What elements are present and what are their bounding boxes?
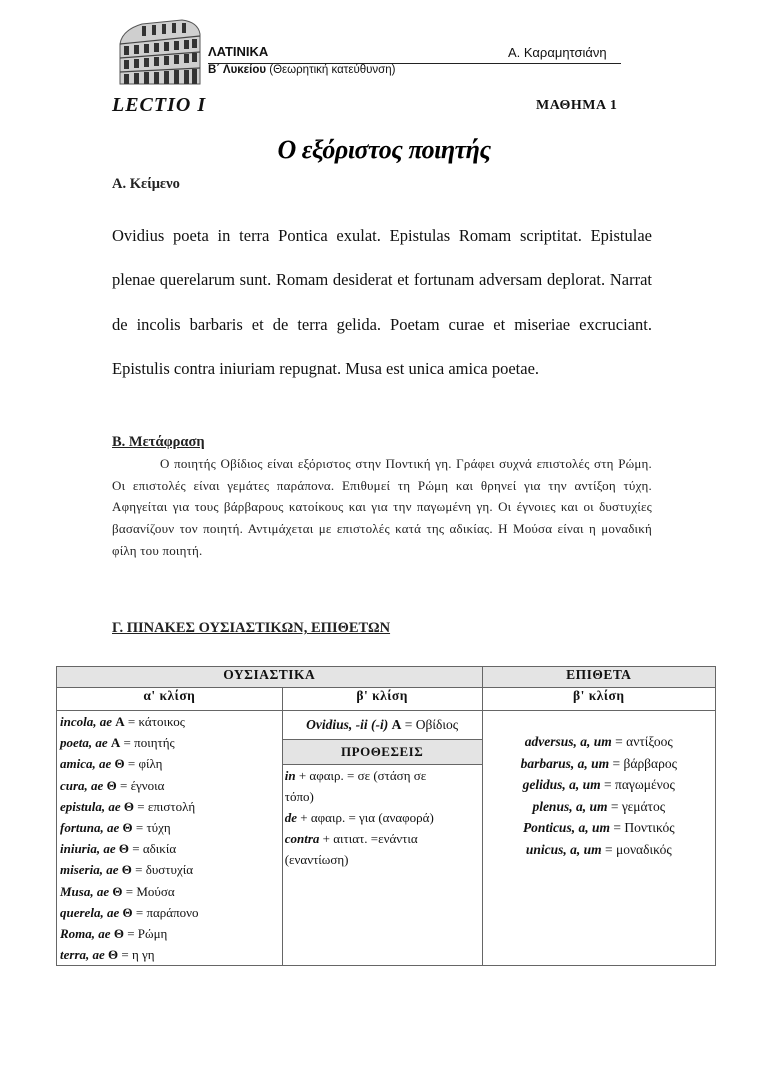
first-declension-header: α' κλίση bbox=[57, 688, 283, 711]
vocabulary-table bbox=[56, 666, 716, 966]
preposition-word: contra bbox=[284, 831, 320, 846]
noun-entry: terra, ae Θ = η γη bbox=[60, 947, 155, 963]
header-subject: ΛΑΤΙΝΙΚΑ bbox=[208, 44, 269, 59]
latin-text: Ovidius poeta in terra Pontica exulat. Epistulas Romam scriptitat. Epistulae plenae querelarum sunt. Romam desiderat et fortunam adversam deplorat. Narrat de incolis barbaris et de terra gelida. Poetam curae et miseriae excruciant. Epistulis contra iniuriam repugnat. Musa est unica amica poetae. bbox=[112, 226, 652, 378]
noun-gender: Θ bbox=[106, 777, 117, 793]
noun-entry: miseria, ae Θ = δυστυχία bbox=[60, 862, 194, 878]
header-class-level: Β΄ Λυκείου bbox=[208, 64, 267, 76]
noun-lemma: fortuna, ae bbox=[60, 820, 120, 836]
noun-lemma: incola, ae bbox=[60, 714, 112, 729]
noun-meaning: κάτοικος bbox=[138, 714, 185, 729]
adjective-meaning: παγωμένος bbox=[615, 777, 675, 792]
noun-lemma: cura, ae bbox=[60, 777, 104, 793]
adjective-entry: barbarus, a, um = βάρβαρος bbox=[520, 755, 677, 771]
noun-entry: incola, ae Α = κάτοικος bbox=[60, 714, 185, 729]
noun-lemma: terra, ae bbox=[60, 947, 105, 963]
noun-entry: epistula, ae Θ = επιστολή bbox=[60, 798, 196, 814]
header-class bbox=[208, 64, 396, 76]
noun-meaning: αδικία bbox=[142, 841, 177, 857]
noun-meaning: Μούσα bbox=[136, 883, 175, 899]
translation-text bbox=[112, 453, 652, 562]
noun-meaning: έγνοια bbox=[130, 777, 165, 793]
noun-gender: Θ bbox=[113, 926, 124, 942]
adjective-entry: gelidus, a, um = παγωμένος bbox=[522, 777, 675, 792]
second-declension-header: β' κλίση bbox=[282, 688, 482, 711]
noun-meaning: φίλη bbox=[138, 756, 163, 772]
adjective-lemma: adversus, a, um bbox=[524, 734, 612, 749]
adjective-lemma: gelidus, a, um bbox=[522, 777, 601, 792]
adjective-meaning: μοναδικός bbox=[615, 841, 672, 857]
page-title: Ο εξόριστος ποιητής bbox=[277, 135, 491, 164]
second-declension-noun: Ovidius, -ii (-i) Α = Οβίδιος bbox=[306, 717, 459, 732]
noun-lemma: epistula, ae bbox=[60, 798, 121, 814]
preposition-entry: in + αφαιρ. = σε (στάση σε bbox=[284, 768, 427, 783]
adjective-meaning: Ποντικός bbox=[624, 820, 675, 835]
noun-entry: poeta, ae Α = ποιητής bbox=[60, 735, 175, 751]
noun-lemma: iniuria, ae bbox=[60, 841, 116, 857]
preposition-desc: αφαιρ. = σε (στάση σε bbox=[309, 768, 427, 783]
noun-entry: amica, ae Θ = φίλη bbox=[60, 756, 163, 772]
lectio-label: LECTIO I bbox=[112, 94, 207, 116]
preposition-desc: αιτιατ. =ενάντια bbox=[333, 831, 418, 846]
prepositions-list bbox=[283, 765, 482, 938]
adjective-meaning: βάρβαρος bbox=[623, 755, 677, 771]
adjective-meaning: γεμάτος bbox=[621, 798, 666, 814]
noun-meaning: η γη bbox=[132, 947, 155, 963]
second-declension-cell bbox=[282, 711, 482, 966]
preposition-entry: contra + αιτιατ. =ενάντια bbox=[284, 831, 418, 846]
adjective-entry: Ponticus, a, um = Ποντικός bbox=[522, 820, 675, 835]
noun-gender: Α bbox=[110, 735, 121, 751]
noun-meaning: επιστολή bbox=[147, 798, 196, 814]
adjectives-header: ΕΠΙΘΕΤΑ bbox=[482, 667, 715, 688]
section-heading-translation: Β. Μετάφραση bbox=[112, 434, 205, 450]
adjectives-list bbox=[483, 711, 715, 860]
noun-lemma: querela, ae bbox=[60, 904, 120, 920]
adjective-lemma: plenus, a, um bbox=[532, 798, 608, 814]
noun-gender: Θ bbox=[112, 883, 123, 899]
section-heading-text: Α. Κείμενο bbox=[112, 176, 180, 192]
noun-gender: Θ bbox=[121, 862, 132, 878]
noun-gender: Θ bbox=[114, 756, 125, 772]
noun-entry: iniuria, ae Θ = αδικία bbox=[60, 841, 177, 857]
first-declension-cell bbox=[57, 711, 283, 966]
preposition-desc: αφαιρ. = για (αναφορά) bbox=[310, 810, 434, 825]
noun-gender: Α bbox=[391, 717, 402, 732]
adjective-lemma: unicus, a, um bbox=[525, 841, 602, 857]
noun-meaning: τύχη bbox=[146, 820, 171, 836]
noun-lemma: Roma, ae bbox=[60, 926, 111, 942]
noun-lemma: miseria, ae bbox=[60, 862, 119, 878]
noun-gender: Θ bbox=[123, 798, 135, 814]
noun-entry: cura, ae Θ = έγνοια bbox=[60, 777, 165, 793]
noun-lemma: Ovidius, -ii (-i) bbox=[306, 717, 389, 732]
adjective-declension-header: β' κλίση bbox=[482, 688, 715, 711]
adjective-lemma: Ponticus, a, um bbox=[522, 820, 610, 835]
noun-entry: Musa, ae Θ = Μούσα bbox=[60, 883, 175, 899]
header-class-track: (Θεωρητική κατεύθυνση) bbox=[266, 64, 396, 76]
noun-meaning: Οβίδιος bbox=[415, 717, 459, 732]
adjective-entry: adversus, a, um = αντίξοος bbox=[524, 734, 673, 749]
preposition-word: in bbox=[284, 768, 296, 783]
first-declension-list bbox=[57, 711, 282, 965]
noun-lemma: Musa, ae bbox=[60, 883, 110, 899]
noun-gender: Θ bbox=[118, 841, 129, 857]
adjective-lemma: barbarus, a, um bbox=[520, 755, 610, 771]
noun-meaning: ποιητής bbox=[134, 735, 175, 751]
preposition-entry: de + αφαιρ. = για (αναφορά) bbox=[284, 810, 434, 825]
preposition-entry bbox=[283, 849, 482, 870]
noun-meaning: δυστυχία bbox=[145, 862, 194, 878]
noun-gender: Θ bbox=[122, 904, 133, 920]
noun-lemma: amica, ae bbox=[60, 756, 112, 772]
preposition-desc: τόπο) bbox=[284, 789, 314, 804]
noun-gender: Θ bbox=[108, 947, 119, 963]
preposition-desc: (εναντίωση) bbox=[284, 852, 349, 867]
noun-meaning: Ρώμη bbox=[137, 926, 168, 942]
preposition-word: de bbox=[284, 810, 297, 825]
preposition-entry bbox=[283, 786, 482, 807]
nouns-header: ΟΥΣΙΑΣΤΙΚΑ bbox=[57, 667, 483, 688]
adjective-meaning: αντίξοος bbox=[626, 734, 673, 749]
noun-gender: Α bbox=[115, 714, 125, 729]
prepositions-header: ΠΡΟΘΕΣΕΙΣ bbox=[283, 739, 482, 765]
noun-meaning: παράπονο bbox=[146, 904, 199, 920]
noun-entry: fortuna, ae Θ = τύχη bbox=[60, 820, 171, 836]
lesson-label: ΜΑΘΗΜΑ 1 bbox=[536, 98, 618, 113]
noun-entry: Roma, ae Θ = Ρώμη bbox=[60, 926, 168, 942]
noun-gender: Θ bbox=[122, 820, 133, 836]
noun-lemma: poeta, ae bbox=[60, 735, 108, 751]
translation-body: Ο ποιητής Οβίδιος είναι εξόριστος στην Ποντική γη. Γράφει συχνά επιστολές στη Ρώμη. Οι επιστολές είναι γεμάτες παράπονα. Επιθυμεί τη Ρώμη και θρηνεί για την αντίξοη τύχη. Αφηγείται για τους βάρβαρους κατοίκους και για την παγωμένη γη. Οι έγνοιες και οι δυστυχίες βασανίζουν τον ποιητή. Αντιμάχεται με επιστολές κατά της αδικίας. Η Μούσα είναι η μοναδική φίλη του ποιητή. bbox=[112, 456, 652, 558]
header-author: Α. Καραμητσιάνη bbox=[508, 45, 607, 60]
adjective-entry: plenus, a, um = γεμάτος bbox=[532, 798, 666, 814]
section-heading-tables: Γ. ΠΙΝΑΚΕΣ ΟΥΣΙΑΣΤΙΚΩΝ, ΕΠΙΘΕΤΩΝ bbox=[112, 620, 391, 636]
colosseum-icon bbox=[112, 14, 204, 88]
noun-entry: querela, ae Θ = παράπονο bbox=[60, 904, 199, 920]
adjective-entry: unicus, a, um = μοναδικός bbox=[525, 841, 672, 857]
adjectives-cell bbox=[482, 711, 715, 966]
